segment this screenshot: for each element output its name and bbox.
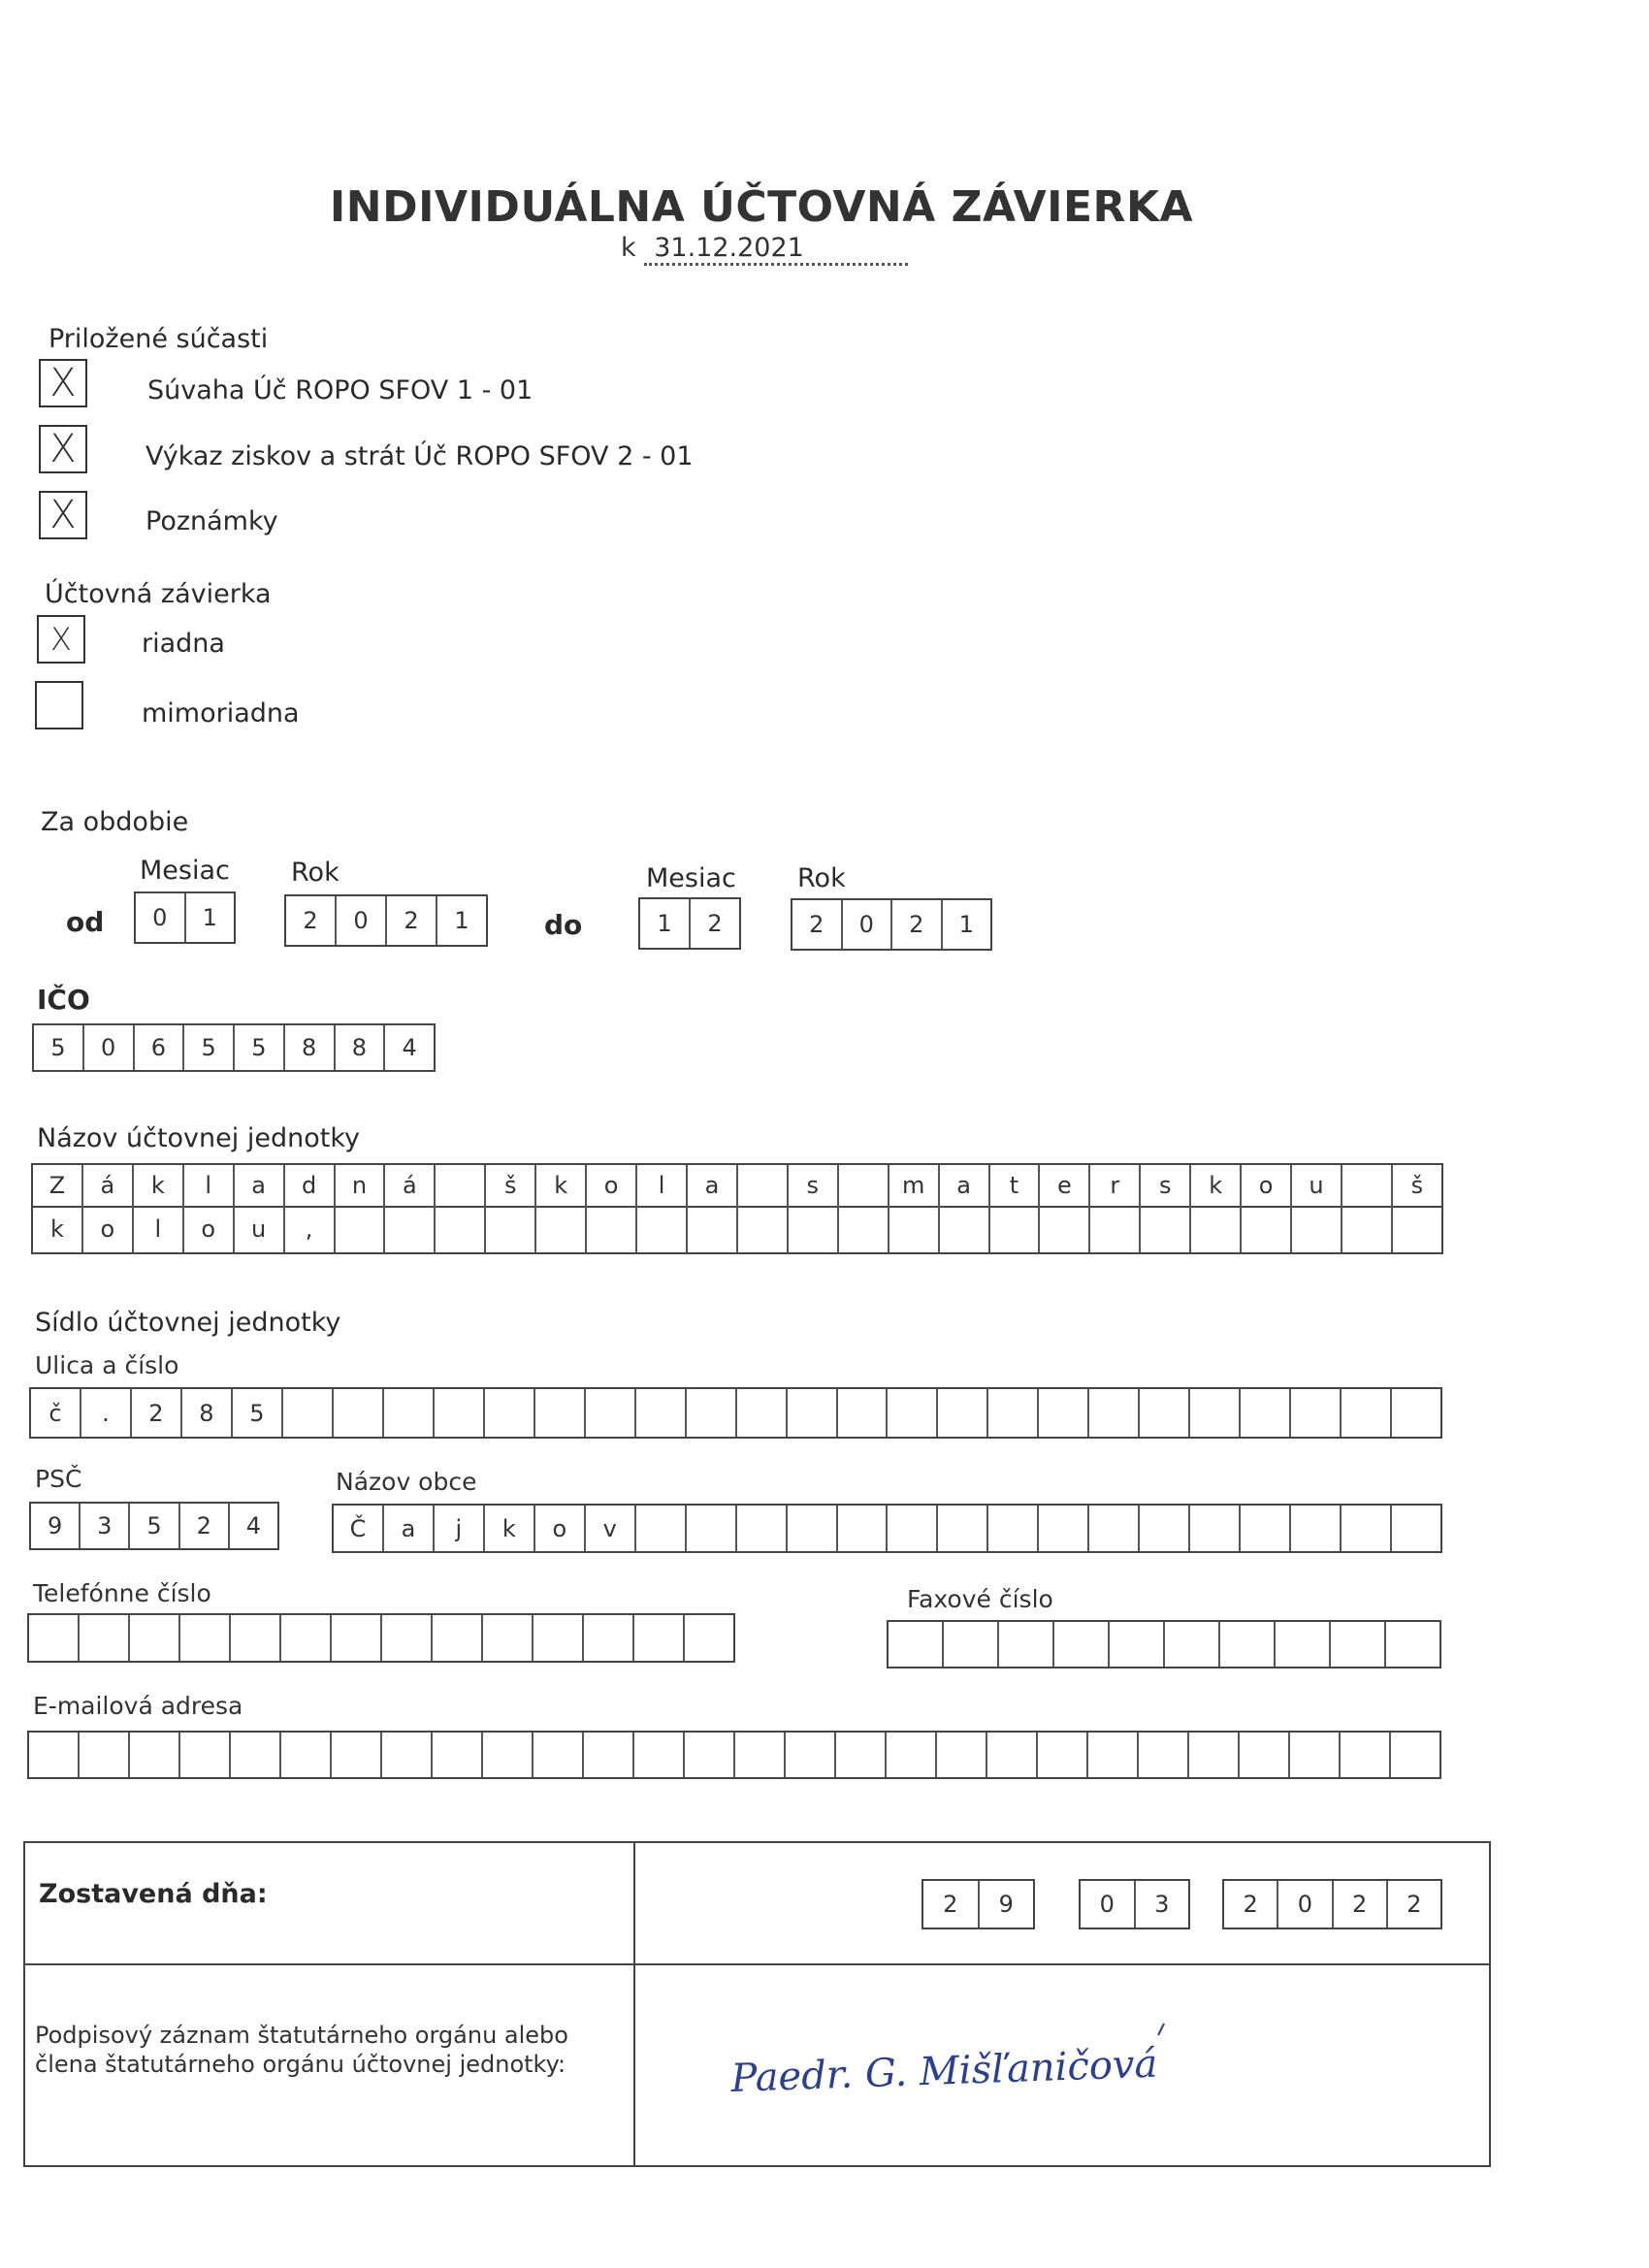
email-field-cell[interactable] bbox=[987, 1733, 1038, 1777]
street-field-cell[interactable] bbox=[435, 1389, 485, 1437]
compiled-year-field-cell[interactable]: 0 bbox=[1278, 1881, 1333, 1928]
signature-label-line-1: Podpisový záznam štatutárneho orgánu alebo bbox=[35, 2022, 568, 2049]
email-label: E-mailová adresa bbox=[33, 1692, 243, 1720]
email-field-cell[interactable] bbox=[382, 1733, 433, 1777]
entity-name-label: Názov účtovnej jednotky bbox=[37, 1123, 360, 1153]
entity-name-field-row-2-cell[interactable] bbox=[1292, 1206, 1342, 1252]
city-field-cell[interactable]: k bbox=[485, 1506, 535, 1551]
email-field-cell[interactable] bbox=[1189, 1733, 1240, 1777]
attachment-label-income-statement: Výkaz ziskov a strát Úč ROPO SFOV 2 - 01 bbox=[146, 441, 694, 471]
entity-name-field-row-1-cell[interactable]: o bbox=[1242, 1165, 1292, 1206]
city-label: Názov obce bbox=[336, 1468, 477, 1496]
period-from-month-field-cell[interactable]: 1 bbox=[202, 904, 217, 931]
entity-name-field-row-1-cell[interactable]: a bbox=[235, 1165, 285, 1206]
period-from-year-label: Rok bbox=[291, 858, 340, 888]
entity-name-field-row-1-cell[interactable]: š bbox=[1410, 1172, 1424, 1199]
entity-name-field-row-2-cell[interactable] bbox=[1141, 1206, 1191, 1252]
entity-name-field-row-1-cell[interactable]: a bbox=[688, 1165, 738, 1206]
fax-field-cell[interactable] bbox=[1276, 1622, 1331, 1667]
entity-name-field-row-1-cell[interactable]: s bbox=[789, 1165, 839, 1206]
ico-field-cell[interactable]: 4 bbox=[402, 1034, 417, 1061]
footer-vertical-divider bbox=[633, 1843, 635, 2165]
phone-field-cell[interactable] bbox=[534, 1615, 584, 1661]
signature-label-line-2: člena štatutárneho orgánu účtovnej jednotky: bbox=[35, 2051, 566, 2078]
phone-field-cell[interactable] bbox=[433, 1615, 483, 1661]
entity-name-field-row-1-cell[interactable] bbox=[1342, 1165, 1393, 1206]
street-field-cell[interactable] bbox=[1140, 1389, 1190, 1437]
entity-name-field-row-1-cell[interactable]: k bbox=[134, 1165, 184, 1206]
email-field-cell[interactable] bbox=[937, 1733, 987, 1777]
period-from-year-field[interactable] bbox=[284, 894, 488, 947]
email-field-cell[interactable] bbox=[1341, 1733, 1391, 1777]
email-field-cell[interactable] bbox=[29, 1733, 80, 1777]
email-field-cell[interactable] bbox=[231, 1733, 281, 1777]
email-field-cell[interactable] bbox=[1139, 1733, 1189, 1777]
entity-name-field-row-1-cell[interactable]: k bbox=[536, 1165, 587, 1206]
ico-field-cell[interactable]: 5 bbox=[235, 1025, 285, 1070]
attachment-label-notes: Poznámky bbox=[146, 506, 278, 536]
entity-name-field-row-1-cell[interactable]: l bbox=[184, 1165, 235, 1206]
attachments-heading: Priložené súčasti bbox=[48, 324, 269, 354]
entity-name-field-row-1-cell[interactable]: d bbox=[285, 1165, 336, 1206]
attachment-checkbox-notes[interactable]: X bbox=[39, 491, 87, 539]
entity-name-field-row-1-cell[interactable]: Z bbox=[33, 1165, 83, 1206]
email-field-cell[interactable] bbox=[180, 1733, 231, 1777]
street-field-cell[interactable]: . bbox=[81, 1389, 132, 1437]
footer-horizontal-divider bbox=[25, 1963, 1489, 1965]
psc-field-cell[interactable]: 2 bbox=[180, 1504, 230, 1548]
fax-field[interactable] bbox=[887, 1620, 1441, 1669]
email-field-cell[interactable] bbox=[130, 1733, 180, 1777]
city-field-cell[interactable] bbox=[838, 1506, 889, 1551]
city-field-cell[interactable] bbox=[1089, 1506, 1140, 1551]
street-field-cell[interactable] bbox=[586, 1389, 636, 1437]
phone-field-cell[interactable] bbox=[634, 1615, 685, 1661]
phone-field[interactable] bbox=[27, 1613, 735, 1663]
street-field-cell[interactable] bbox=[636, 1389, 687, 1437]
city-field-cell[interactable] bbox=[687, 1506, 737, 1551]
email-field-cell[interactable] bbox=[786, 1733, 836, 1777]
signature-text: Paedr. G. Mišľaničová bbox=[729, 2041, 1159, 2101]
period-to-year-field-cell[interactable]: 2 bbox=[892, 900, 943, 949]
entity-name-field-row-2-cell[interactable] bbox=[1090, 1206, 1141, 1252]
street-field-cell[interactable] bbox=[1190, 1389, 1241, 1437]
attachment-checkbox-income-statement[interactable]: X bbox=[39, 425, 87, 473]
phone-field-cell[interactable] bbox=[231, 1615, 281, 1661]
ico-field-cell[interactable]: 0 bbox=[84, 1025, 135, 1070]
psc-field-cell[interactable]: 3 bbox=[81, 1504, 130, 1548]
closing-type-checkbox-extraordinary[interactable] bbox=[35, 681, 83, 729]
phone-field-cell[interactable] bbox=[483, 1615, 534, 1661]
email-field-cell[interactable] bbox=[1391, 1733, 1439, 1777]
city-field-cell[interactable] bbox=[737, 1506, 788, 1551]
street-field-cell[interactable] bbox=[737, 1389, 788, 1437]
fax-field-cell[interactable] bbox=[1386, 1622, 1439, 1667]
street-field-cell[interactable] bbox=[687, 1389, 737, 1437]
city-field-cell[interactable] bbox=[636, 1506, 687, 1551]
ico-field-cell[interactable]: 8 bbox=[336, 1025, 386, 1070]
city-field-cell[interactable]: o bbox=[535, 1506, 586, 1551]
street-field-cell[interactable] bbox=[938, 1389, 988, 1437]
street-field[interactable] bbox=[29, 1387, 1442, 1439]
psc-field-cell[interactable]: 9 bbox=[31, 1504, 81, 1548]
entity-name-field-row-2-cell[interactable] bbox=[486, 1206, 536, 1252]
city-field-cell[interactable] bbox=[1392, 1506, 1440, 1551]
entity-name-field-row-2-cell[interactable] bbox=[889, 1206, 940, 1252]
city-field-cell[interactable] bbox=[788, 1506, 838, 1551]
period-to-month-field-cell[interactable]: 2 bbox=[707, 910, 723, 937]
email-field-cell[interactable] bbox=[887, 1733, 937, 1777]
fax-field-cell[interactable] bbox=[1331, 1622, 1386, 1667]
city-field-cell[interactable] bbox=[938, 1506, 988, 1551]
entity-name-field-row-1-cell[interactable]: m bbox=[889, 1165, 940, 1206]
ico-field-cell[interactable]: 6 bbox=[135, 1025, 185, 1070]
period-to-year-field-cell[interactable]: 1 bbox=[958, 911, 974, 938]
ico-field-cell[interactable]: 5 bbox=[34, 1025, 84, 1070]
fax-field-cell[interactable] bbox=[889, 1622, 944, 1667]
entity-name-field-row-2-cell[interactable]: , bbox=[285, 1206, 336, 1252]
entity-name-field-row-1-cell[interactable]: e bbox=[1040, 1165, 1090, 1206]
entity-name-field-row-2-cell[interactable] bbox=[436, 1206, 486, 1252]
closing-type-heading: Účtovná závierka bbox=[45, 579, 272, 609]
psc-field-cell[interactable]: 4 bbox=[245, 1512, 262, 1539]
entity-name-field-row-1-cell[interactable]: k bbox=[1191, 1165, 1242, 1206]
entity-name-field-row-1-cell[interactable] bbox=[738, 1165, 789, 1206]
period-from-month-field-cell[interactable]: 0 bbox=[136, 893, 186, 942]
entity-name-field-row-2[interactable] bbox=[31, 1206, 1443, 1254]
attachment-checkbox-balance-sheet[interactable]: X bbox=[39, 359, 87, 407]
phone-label: Telefónne číslo bbox=[33, 1579, 211, 1607]
fax-field-cell[interactable] bbox=[999, 1622, 1054, 1667]
compiled-month-field-cell[interactable]: 3 bbox=[1154, 1891, 1170, 1918]
closing-type-label-regular: riadna bbox=[142, 629, 225, 659]
fax-field-cell[interactable] bbox=[1220, 1622, 1276, 1667]
period-to-month-label: Mesiac bbox=[646, 863, 736, 893]
email-field-cell[interactable] bbox=[1290, 1733, 1341, 1777]
phone-field-cell[interactable] bbox=[685, 1615, 733, 1661]
entity-name-field-row-2-cell[interactable] bbox=[1393, 1206, 1441, 1252]
compiled-month-field[interactable] bbox=[1079, 1879, 1190, 1929]
compiled-day-field-cell[interactable]: 9 bbox=[998, 1891, 1014, 1918]
email-field-cell[interactable] bbox=[1038, 1733, 1088, 1777]
period-to-year-label: Rok bbox=[797, 863, 846, 893]
entity-name-field-row-1-cell[interactable]: š bbox=[486, 1165, 536, 1206]
entity-name-field-row-2-cell[interactable] bbox=[1242, 1206, 1292, 1252]
street-field-cell[interactable] bbox=[1291, 1389, 1342, 1437]
period-heading: Za obdobie bbox=[41, 807, 189, 837]
period-from-year-field-cell[interactable]: 0 bbox=[337, 896, 387, 945]
entity-name-field-row-2-cell[interactable] bbox=[688, 1206, 738, 1252]
compiled-month-field-cell[interactable]: 0 bbox=[1081, 1881, 1136, 1928]
entity-name-field-row-2-cell[interactable] bbox=[336, 1206, 386, 1252]
compiled-year-field-cell[interactable]: 2 bbox=[1334, 1881, 1388, 1928]
entity-name-field-row-1-cell[interactable]: á bbox=[385, 1165, 436, 1206]
entity-name-field-row-2-cell[interactable] bbox=[536, 1206, 587, 1252]
street-field-cell[interactable]: č bbox=[31, 1389, 81, 1437]
email-field-cell[interactable] bbox=[836, 1733, 887, 1777]
city-field-cell[interactable] bbox=[1342, 1506, 1392, 1551]
city-field-cell[interactable] bbox=[1039, 1506, 1089, 1551]
phone-field-cell[interactable] bbox=[332, 1615, 382, 1661]
city-field-cell[interactable] bbox=[888, 1506, 938, 1551]
entity-name-field-row-2-cell[interactable] bbox=[1342, 1206, 1393, 1252]
email-field-cell[interactable] bbox=[332, 1733, 382, 1777]
phone-field-cell[interactable] bbox=[180, 1615, 231, 1661]
entity-name-field-row-1-cell[interactable]: r bbox=[1090, 1165, 1141, 1206]
entity-name-field-row-2-cell[interactable] bbox=[789, 1206, 839, 1252]
street-field-cell[interactable] bbox=[283, 1389, 334, 1437]
email-field[interactable] bbox=[27, 1731, 1441, 1779]
street-field-cell[interactable] bbox=[888, 1389, 938, 1437]
street-field-cell[interactable] bbox=[1241, 1389, 1291, 1437]
address-heading: Sídlo účtovnej jednotky bbox=[35, 1308, 341, 1338]
street-field-cell[interactable] bbox=[788, 1389, 838, 1437]
street-field-cell[interactable] bbox=[988, 1389, 1039, 1437]
entity-name-field-row-2-cell[interactable]: l bbox=[134, 1206, 184, 1252]
entity-name-field-row-1-cell[interactable] bbox=[436, 1165, 486, 1206]
entity-name-field-row-1-cell[interactable]: u bbox=[1292, 1165, 1342, 1206]
street-field-cell[interactable]: 5 bbox=[233, 1389, 283, 1437]
period-to-year-field-cell[interactable]: 0 bbox=[843, 900, 893, 949]
ico-field[interactable] bbox=[32, 1023, 436, 1072]
city-field-cell[interactable]: j bbox=[435, 1506, 485, 1551]
handwritten-signature bbox=[726, 2022, 1191, 2119]
entity-name-field-row-1-cell[interactable]: o bbox=[587, 1165, 637, 1206]
period-to-year-field-cell[interactable]: 2 bbox=[792, 900, 843, 949]
entity-name-field-row-2-cell[interactable] bbox=[839, 1206, 889, 1252]
fax-field-cell[interactable] bbox=[944, 1622, 999, 1667]
email-field-cell[interactable] bbox=[685, 1733, 735, 1777]
period-from-month-field[interactable] bbox=[134, 891, 236, 944]
street-field-cell[interactable] bbox=[1089, 1389, 1140, 1437]
compiled-day-field[interactable] bbox=[922, 1879, 1035, 1929]
entity-name-field-row-2-cell[interactable] bbox=[1040, 1206, 1090, 1252]
street-field-cell[interactable] bbox=[384, 1389, 435, 1437]
compiled-year-field-cell[interactable]: 2 bbox=[1406, 1891, 1422, 1918]
period-to-month-field-cell[interactable]: 1 bbox=[640, 899, 691, 948]
psc-field[interactable] bbox=[29, 1502, 279, 1550]
as-of-date bbox=[621, 233, 908, 266]
entity-name-field-row-2-cell[interactable] bbox=[1191, 1206, 1242, 1252]
compiled-year-field-cell[interactable]: 2 bbox=[1224, 1881, 1278, 1928]
email-field-cell[interactable] bbox=[634, 1733, 685, 1777]
street-field-cell[interactable]: 2 bbox=[132, 1389, 182, 1437]
street-field-cell[interactable] bbox=[1039, 1389, 1089, 1437]
email-field-cell[interactable] bbox=[1088, 1733, 1139, 1777]
city-field-cell[interactable]: Č bbox=[334, 1506, 384, 1551]
street-label: Ulica a číslo bbox=[35, 1351, 179, 1379]
entity-name-field-row-2-cell[interactable] bbox=[385, 1206, 436, 1252]
street-field-cell[interactable] bbox=[1392, 1389, 1440, 1437]
city-field-cell[interactable] bbox=[1291, 1506, 1342, 1551]
period-from-year-field-cell[interactable]: 1 bbox=[454, 907, 469, 934]
period-from-year-field-cell[interactable]: 2 bbox=[387, 896, 437, 945]
phone-field-cell[interactable] bbox=[584, 1615, 634, 1661]
entity-name-field-row-1-cell[interactable]: l bbox=[637, 1165, 688, 1206]
closing-type-label-extraordinary: mimoriadna bbox=[142, 698, 300, 729]
fax-field-cell[interactable] bbox=[1110, 1622, 1165, 1667]
city-field-cell[interactable] bbox=[1190, 1506, 1241, 1551]
city-field-cell[interactable] bbox=[988, 1506, 1039, 1551]
fax-label: Faxové číslo bbox=[907, 1585, 1053, 1613]
signature-image bbox=[726, 2022, 1191, 2119]
ico-field-cell[interactable]: 8 bbox=[285, 1025, 336, 1070]
phone-field-cell[interactable] bbox=[281, 1615, 332, 1661]
entity-name-field-row-1-cell[interactable]: s bbox=[1141, 1165, 1191, 1206]
fax-field-cell[interactable] bbox=[1054, 1622, 1110, 1667]
city-field-cell[interactable]: v bbox=[586, 1506, 636, 1551]
document-title: INDIVIDUÁLNA ÚČTOVNÁ ZÁVIERKA bbox=[329, 182, 1194, 232]
attachment-label-balance-sheet: Súvaha Úč ROPO SFOV 1 - 01 bbox=[147, 375, 534, 405]
city-field-cell[interactable] bbox=[1140, 1506, 1190, 1551]
city-field-cell[interactable] bbox=[1241, 1506, 1291, 1551]
entity-name-field-row-2-cell[interactable] bbox=[990, 1206, 1041, 1252]
compiled-day-field-cell[interactable]: 2 bbox=[923, 1881, 980, 1928]
city-field[interactable] bbox=[332, 1504, 1442, 1553]
street-field-cell[interactable]: 8 bbox=[182, 1389, 233, 1437]
email-field-cell[interactable] bbox=[433, 1733, 483, 1777]
as-of-date-value[interactable]: 31.12.2021 bbox=[644, 233, 908, 266]
entity-name-field-row-2-cell[interactable]: o bbox=[184, 1206, 235, 1252]
period-from-month-label: Mesiac bbox=[140, 856, 230, 886]
period-from-year-field-cell[interactable]: 2 bbox=[286, 896, 337, 945]
email-field-cell[interactable] bbox=[584, 1733, 634, 1777]
street-field-cell[interactable] bbox=[838, 1389, 889, 1437]
phone-field-cell[interactable] bbox=[382, 1615, 433, 1661]
entity-name-field-row-2-cell[interactable] bbox=[738, 1206, 789, 1252]
city-field-cell[interactable]: a bbox=[384, 1506, 435, 1551]
phone-field-cell[interactable] bbox=[80, 1615, 130, 1661]
email-field-cell[interactable] bbox=[80, 1733, 130, 1777]
entity-name-field-row-1-cell[interactable]: n bbox=[336, 1165, 386, 1206]
street-field-cell[interactable] bbox=[535, 1389, 586, 1437]
street-field-cell[interactable] bbox=[1342, 1389, 1392, 1437]
email-field-cell[interactable] bbox=[281, 1733, 332, 1777]
period-to-year-field[interactable] bbox=[791, 898, 992, 951]
psc-field-cell[interactable]: 5 bbox=[130, 1504, 179, 1548]
closing-type-checkbox-regular[interactable]: X bbox=[37, 615, 85, 664]
fax-field-cell[interactable] bbox=[1165, 1622, 1220, 1667]
entity-name-field-row-2-cell[interactable]: o bbox=[83, 1206, 134, 1252]
entity-name-field-row-2-cell[interactable] bbox=[940, 1206, 990, 1252]
ico-label: IČO bbox=[37, 984, 90, 1016]
entity-name-field-row-1[interactable] bbox=[31, 1163, 1443, 1208]
entity-name-field-row-2-cell[interactable] bbox=[637, 1206, 688, 1252]
compiled-year-field[interactable] bbox=[1222, 1879, 1442, 1929]
email-field-cell[interactable] bbox=[735, 1733, 786, 1777]
period-from-label: od bbox=[66, 906, 105, 938]
entity-name-field-row-2-cell[interactable]: u bbox=[235, 1206, 285, 1252]
period-to-label: do bbox=[544, 909, 583, 941]
entity-name-field-row-2-cell[interactable]: k bbox=[33, 1206, 83, 1252]
entity-name-field-row-2-cell[interactable] bbox=[587, 1206, 637, 1252]
email-field-cell[interactable] bbox=[1240, 1733, 1290, 1777]
compiled-date-label: Zostavená dňa: bbox=[39, 1879, 268, 1909]
street-field-cell[interactable] bbox=[485, 1389, 535, 1437]
entity-name-field-row-1-cell[interactable] bbox=[839, 1165, 889, 1206]
phone-field-cell[interactable] bbox=[29, 1615, 80, 1661]
email-field-cell[interactable] bbox=[483, 1733, 534, 1777]
entity-name-field-row-1-cell[interactable]: t bbox=[990, 1165, 1041, 1206]
entity-name-field-row-1-cell[interactable]: a bbox=[940, 1165, 990, 1206]
email-field-cell[interactable] bbox=[534, 1733, 584, 1777]
ico-field-cell[interactable]: 5 bbox=[184, 1025, 235, 1070]
phone-field-cell[interactable] bbox=[130, 1615, 180, 1661]
entity-name-field-row-1-cell[interactable]: á bbox=[83, 1165, 134, 1206]
period-to-month-field[interactable] bbox=[638, 897, 741, 950]
psc-label: PSČ bbox=[35, 1465, 82, 1493]
street-field-cell[interactable] bbox=[334, 1389, 384, 1437]
as-of-prefix: k bbox=[621, 233, 636, 263]
